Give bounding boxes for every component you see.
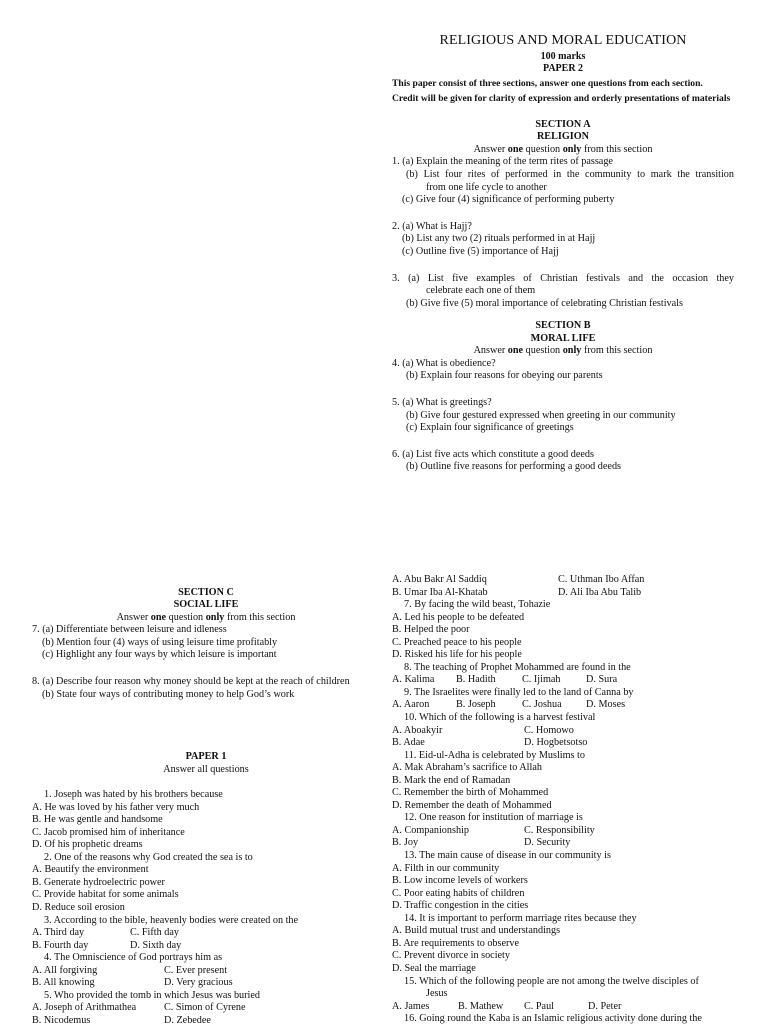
mcq-10-stem: 10. Which of the following is a harvest festival	[404, 712, 596, 724]
mcq-3-option-c: C. Fifth day	[130, 927, 179, 939]
mcq-4-option-d: D. Very gracious	[164, 977, 233, 989]
mcq-15-options	[392, 1001, 734, 1014]
question-3a: 3. (a) List five examples of Christian festivals and the occasion they	[392, 272, 734, 284]
mcq-10-option-c: C. Homowo	[524, 724, 574, 736]
mcq-3-row-1	[32, 927, 380, 940]
mcq-8-options	[392, 674, 734, 687]
question-4b: (b) Explain four reasons for obeying our parents	[406, 370, 603, 382]
mcq-9-option-b: B. Joseph	[456, 699, 496, 711]
mcq-5-option-d: D. Zebedee	[164, 1014, 211, 1026]
mcq-6-option-b: B. Umar Iba Al-Khatab	[392, 586, 488, 598]
mcq-5-option-a: A. Joseph of Arithmathea	[32, 1002, 137, 1014]
mcq-8-option-c: C. Ijimah	[522, 674, 561, 686]
question-4a: 4. (a) What is obedience?	[392, 357, 496, 369]
section-b-title: SECTION B	[535, 320, 591, 332]
mcq-11-option-c: C. Remember the birth of Mohammed	[392, 787, 549, 799]
mcq-15-option-d: D. Peter	[588, 1000, 622, 1012]
question-2c: (c) Outline five (5) importance of Hajj	[402, 245, 559, 257]
document-title: RELIGIOUS AND MORAL EDUCATION	[439, 33, 687, 48]
mcq-12-option-b: B. Joy	[392, 837, 419, 849]
total-marks: 100 marks	[540, 51, 586, 62]
mcq-10-row-2	[392, 737, 734, 750]
mcq-3-option-a: A. Third day	[32, 927, 85, 939]
mcq-8-option-d: D. Sura	[586, 674, 618, 686]
question-2a: 2. (a) What is Hajj?	[392, 220, 472, 232]
paper2-block	[392, 32, 734, 474]
paper-2-heading: PAPER 2	[542, 63, 584, 74]
question-5b: (b) Give four gestured expressed when greeting in our community	[406, 409, 676, 421]
mcq-8-option-b: B. Hadith	[456, 674, 496, 686]
mcq-9-options	[392, 699, 734, 712]
mcq-1-option-c: C. Jacob promised him of inheritance	[32, 826, 185, 838]
question-1c: (c) Give four (4) significance of performing puberty	[402, 194, 615, 206]
mcq-13-option-b: B. Low income levels of workers	[392, 875, 528, 887]
question-7a: 7. (a) Differentiate between leisure and idleness	[32, 624, 227, 636]
section-b-subtitle: MORAL LIFE	[530, 332, 596, 344]
mcq-4-stem: 4. The Omniscience of God portrays him as	[44, 952, 223, 964]
mcq-7-option-b: B. Helped the poor	[392, 624, 470, 636]
section-b-instruction: Answer one question only from this section	[473, 345, 653, 357]
section-a-subtitle: RELIGION	[536, 131, 590, 143]
mcq-5-option-b: B. Nicodemus	[32, 1014, 91, 1026]
mcq-5-option-c: C. Simon of Cyrene	[164, 1002, 246, 1014]
mcq-10-option-d: D. Hogbetsotso	[524, 737, 588, 749]
mcq-12-row-2	[392, 837, 734, 850]
mcq-7-option-a: A. Led his people to be defeated	[392, 611, 525, 623]
mcq-1-option-d: D. Of his prophetic dreams	[32, 839, 143, 851]
section-a-title: SECTION A	[535, 119, 591, 130]
question-1a: 1. (a) Explain the meaning of the term rites of passage	[392, 156, 613, 168]
mcq-6-option-a: A. Abu Bakr Al Saddiq	[392, 574, 487, 585]
mcq-15-stem: 15. Which of the following people are not among the twelve disciples of	[404, 975, 699, 987]
question-2b: (b) List any two (2) rituals performed in at Hajj	[402, 233, 596, 245]
mcq-5-row-2	[32, 1015, 380, 1027]
question-7b: (b) Mention four (4) ways of using leisure time profitably	[42, 636, 278, 648]
mcq-13-option-a: A. Filth in our community	[392, 862, 500, 874]
mcq-4-option-b: B. All knowing	[32, 977, 95, 989]
mcq-10-option-a: A. Aboakyir	[392, 724, 443, 736]
mcq-2-stem: 2. One of the reasons why God created the sea is to	[44, 851, 253, 863]
mcq-6-option-c: C. Uthman Ibo Affan	[558, 574, 645, 585]
mcq-4-row-2	[32, 977, 380, 990]
mcq-3-option-b: B. Fourth day	[32, 939, 89, 951]
mcq-14-option-b: B. Are requirements to observe	[392, 937, 520, 949]
mcq-7-option-c: C. Preached peace to his people	[392, 636, 522, 648]
question-1b: (b) List four rites of performed in the community to mark the transition	[406, 169, 734, 180]
mcq-11-option-b: B. Mark the end of Ramadan	[392, 774, 511, 786]
mcq-15-option-b: B. Mathew	[458, 1000, 504, 1012]
mcq-6-row-2	[392, 587, 734, 600]
mcq-9-option-d: D. Moses	[586, 699, 626, 711]
instruction-sections: This paper consist of three sections, answer one questions from each section.	[392, 78, 703, 89]
right-column	[392, 574, 734, 1026]
section-c-subtitle: SOCIAL LIFE	[173, 599, 239, 611]
section-c-title: SECTION C	[178, 587, 234, 598]
mcq-7-stem: 7. By facing the wild beast, Tohazie	[404, 599, 551, 611]
mcq-1-stem: 1. Joseph was hated by his brothers because	[44, 789, 223, 801]
mcq-2-option-c: C. Provide habitat for some animals	[32, 889, 179, 901]
mcq-11-option-a: A. Mak Abraham’s sacrifice to Allah	[392, 762, 542, 774]
question-1b-cont: from one life cycle to another	[426, 181, 547, 193]
mcq-12-option-c: C. Responsibility	[524, 824, 595, 836]
question-6b: (b) Outline five reasons for performing a good deeds	[406, 461, 622, 473]
mcq-12-option-d: D. Security	[524, 837, 571, 849]
section-a-instruction: Answer one question only from this section	[473, 143, 653, 155]
mcq-13-option-c: C. Poor eating habits of children	[392, 887, 525, 899]
mcq-8-stem: 8. The teaching of Prophet Mohammed are found in the	[404, 661, 631, 673]
mcq-6-row-1	[392, 574, 734, 587]
mcq-1-option-a: A. He was loved by his father very much	[32, 801, 200, 813]
mcq-12-row-1	[392, 825, 734, 838]
mcq-7-option-d: D. Risked his life for his people	[392, 649, 522, 661]
left-column	[32, 587, 380, 1027]
mcq-5-stem: 5. Who provided the tomb in which Jesus was buried	[44, 989, 260, 1001]
mcq-3-option-d: D. Sixth day	[130, 939, 182, 951]
mcq-14-option-c: C. Prevent divorce in society	[392, 950, 510, 962]
section-c-instruction: Answer one question only from this section	[116, 611, 296, 623]
mcq-15-option-a: A. James	[392, 1000, 430, 1012]
question-3b: (b) Give five (5) moral importance of celebrating Christian festivals	[406, 297, 683, 309]
mcq-14-stem: 14. It is important to perform marriage rites because they	[404, 912, 637, 924]
question-8b: (b) State four ways of contributing money to help God’s work	[42, 688, 295, 700]
mcq-3-row-2	[32, 940, 380, 953]
mcq-11-stem: 11. Eid-ul-Adha is celebrated by Muslims to	[404, 749, 585, 761]
question-3a-cont: celebrate each one of them	[426, 285, 536, 297]
mcq-4-option-c: C. Ever present	[164, 964, 228, 976]
mcq-2-option-a: A. Beautify the environment	[32, 864, 149, 876]
mcq-13-option-d: D. Traffic congestion in the cities	[392, 900, 529, 912]
question-5c: (c) Explain four significance of greetings	[406, 422, 574, 434]
mcq-15-option-c: C. Paul	[524, 1000, 555, 1012]
mcq-9-option-c: C. Joshua	[522, 699, 562, 711]
mcq-1-option-b: B. He was gentle and handsome	[32, 814, 163, 826]
mcq-16-stem: 16. Going round the Kaba is an Islamic religious activity done during the	[404, 1013, 702, 1025]
mcq-11-option-d: D. Remember the death of Mohammed	[392, 799, 552, 811]
mcq-14-option-a: A. Build mutual trust and understandings	[392, 925, 561, 937]
mcq-15-stem-cont: Jesus	[426, 988, 448, 1000]
question-6a: 6. (a) List five acts which constitute a good deeds	[392, 448, 594, 460]
question-7c: (c) Highlight any four ways by which leisure is important	[42, 649, 277, 661]
mcq-4-row-1	[32, 965, 380, 978]
mcq-12-option-a: A. Companionship	[392, 824, 469, 836]
paper-1-instruction: Answer all questions	[163, 763, 249, 775]
question-5a: 5. (a) What is greetings?	[392, 396, 492, 408]
mcq-8-option-a: A. Kalima	[392, 674, 435, 686]
mcq-6-option-d: D. Ali Iba Abu Talib	[558, 586, 642, 598]
mcq-9-option-a: A. Aaron	[392, 699, 430, 711]
mcq-5-row-1	[32, 1002, 380, 1015]
mcq-2-option-b: B. Generate hydroelectric power	[32, 876, 165, 888]
mcq-3-stem: 3. According to the bible, heavenly bodies were created on the	[44, 914, 299, 926]
mcq-13-stem: 13. The main cause of disease in our community is	[404, 850, 611, 862]
instruction-credit: Credit will be given for clarity of expression and orderly presentations of materials	[392, 93, 731, 104]
mcq-12-stem: 12. One reason for institution of marriage is	[404, 812, 583, 824]
question-8a: 8. (a) Describe four reason why money should be kept at the reach of children	[32, 676, 350, 687]
mcq-14-option-d: D. Seal the marriage	[392, 962, 476, 974]
mcq-10-option-b: B. Adae	[392, 737, 425, 749]
mcq-10-row-1	[392, 725, 734, 738]
mcq-4-option-a: A. All forgiving	[32, 964, 98, 976]
paper-1-title: PAPER 1	[185, 751, 227, 763]
mcq-9-stem: 9. The Israelites were finally led to the land of Canna by	[404, 686, 634, 698]
mcq-2-option-d: D. Reduce soil erosion	[32, 901, 125, 913]
